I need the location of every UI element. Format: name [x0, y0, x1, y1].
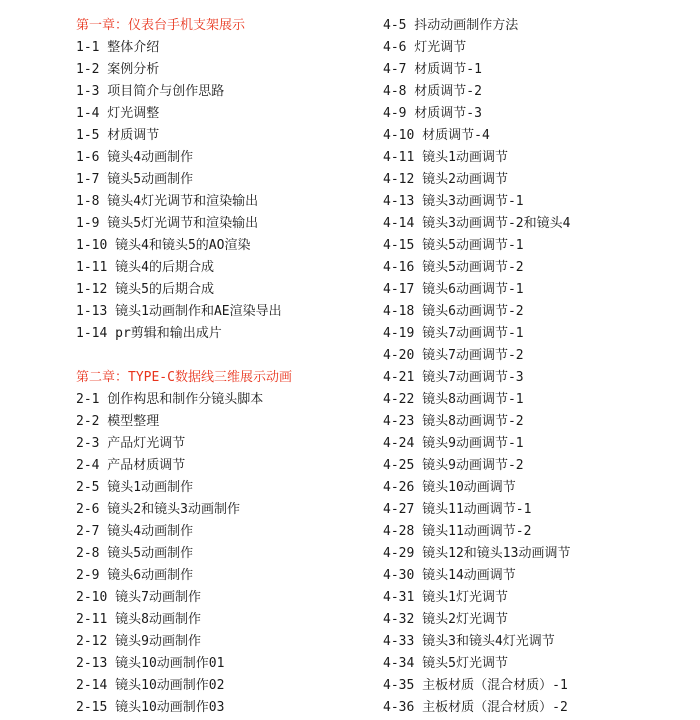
list-item: 1-7 镜头5动画制作 [76, 172, 194, 187]
list-item: 4-30 镜头14动画调节 [383, 568, 516, 583]
list-item: 1-3 项目简介与创作思路 [76, 84, 225, 99]
list-item: 4-6 灯光调节 [383, 40, 467, 55]
list-item: 4-12 镜头2动画调节 [383, 172, 508, 187]
chapter-spacer [76, 345, 376, 367]
list-item: 1-12 镜头5的后期合成 [76, 282, 214, 297]
list-item: 4-34 镜头5灯光调节 [383, 656, 508, 671]
list-item: 2-9 镜头6动画制作 [76, 568, 194, 583]
list-item: 2-12 镜头9动画制作 [76, 634, 201, 649]
list-item: 4-23 镜头8动画调节-2 [383, 414, 524, 429]
list-item: 4-26 镜头10动画调节 [383, 480, 516, 495]
list-item: 2-6 镜头2和镜头3动画制作 [76, 502, 240, 517]
chapter-1-list [76, 37, 376, 345]
list-item: 4-22 镜头8动画调节-1 [383, 392, 524, 407]
list-item: 2-4 产品材质调节 [76, 458, 186, 473]
list-item: 2-15 镜头10动画制作03 [76, 700, 225, 715]
list-item: 2-11 镜头8动画制作 [76, 612, 201, 627]
list-item: 2-5 镜头1动画制作 [76, 480, 194, 495]
right-column [383, 15, 683, 719]
list-item: 1-14 pr剪辑和输出成片 [76, 326, 222, 341]
list-item: 4-36 主板材质（混合材质）-2 [383, 700, 568, 715]
list-item: 4-19 镜头7动画调节-1 [383, 326, 524, 341]
list-item: 4-18 镜头6动画调节-2 [383, 304, 524, 319]
list-item: 4-24 镜头9动画调节-1 [383, 436, 524, 451]
chapter-2-title: 第二章：TYPE-C数据线三维展示动画 [76, 370, 292, 385]
list-item: 4-29 镜头12和镜头13动画调节 [383, 546, 571, 561]
list-item: 2-2 模型整理 [76, 414, 160, 429]
list-item: 4-11 镜头1动画调节 [383, 150, 508, 165]
list-item: 4-10 材质调节-4 [383, 128, 490, 143]
list-item: 4-28 镜头11动画调节-2 [383, 524, 532, 539]
list-item: 4-7 材质调节-1 [383, 62, 482, 77]
list-item: 4-27 镜头11动画调节-1 [383, 502, 532, 517]
list-item: 4-16 镜头5动画调节-2 [383, 260, 524, 275]
list-item: 4-31 镜头1灯光调节 [383, 590, 508, 605]
list-item: 1-11 镜头4的后期合成 [76, 260, 214, 275]
list-item: 4-17 镜头6动画调节-1 [383, 282, 524, 297]
list-item: 4-35 主板材质（混合材质）-1 [383, 678, 568, 693]
list-item: 4-21 镜头7动画调节-3 [383, 370, 524, 385]
list-item: 1-4 灯光调整 [76, 106, 160, 121]
list-item: 2-13 镜头10动画制作01 [76, 656, 225, 671]
list-item: 4-5 抖动动画制作方法 [383, 18, 519, 33]
list-item: 1-1 整体介绍 [76, 40, 160, 55]
list-item: 4-8 材质调节-2 [383, 84, 482, 99]
list-item: 1-8 镜头4灯光调节和渲染输出 [76, 194, 259, 209]
list-item: 2-8 镜头5动画制作 [76, 546, 194, 561]
list-item: 4-13 镜头3动画调节-1 [383, 194, 524, 209]
chapter-2-list [76, 389, 376, 719]
left-column [76, 15, 376, 719]
list-item: 1-5 材质调节 [76, 128, 160, 143]
list-item: 1-10 镜头4和镜头5的AO渲染 [76, 238, 251, 253]
list-item: 4-25 镜头9动画调节-2 [383, 458, 524, 473]
list-item: 1-13 镜头1动画制作和AE渲染导出 [76, 304, 282, 319]
list-item: 2-14 镜头10动画制作02 [76, 678, 225, 693]
list-item: 4-9 材质调节-3 [383, 106, 482, 121]
list-item: 1-6 镜头4动画制作 [76, 150, 194, 165]
list-item: 4-20 镜头7动画调节-2 [383, 348, 524, 363]
list-item: 1-9 镜头5灯光调节和渲染输出 [76, 216, 259, 231]
list-item: 2-10 镜头7动画制作 [76, 590, 201, 605]
list-item: 4-14 镜头3动画调节-2和镜头4 [383, 216, 571, 231]
chapter-1-title: 第一章：仪表台手机支架展示 [76, 18, 246, 33]
list-item: 2-1 创作构思和制作分镜头脚本 [76, 392, 264, 407]
list-item: 1-2 案例分析 [76, 62, 160, 77]
list-item: 4-32 镜头2灯光调节 [383, 612, 508, 627]
list-item: 4-15 镜头5动画调节-1 [383, 238, 524, 253]
list-item: 2-3 产品灯光调节 [76, 436, 186, 451]
list-item: 4-33 镜头3和镜头4灯光调节 [383, 634, 555, 649]
list-item: 2-7 镜头4动画制作 [76, 524, 194, 539]
